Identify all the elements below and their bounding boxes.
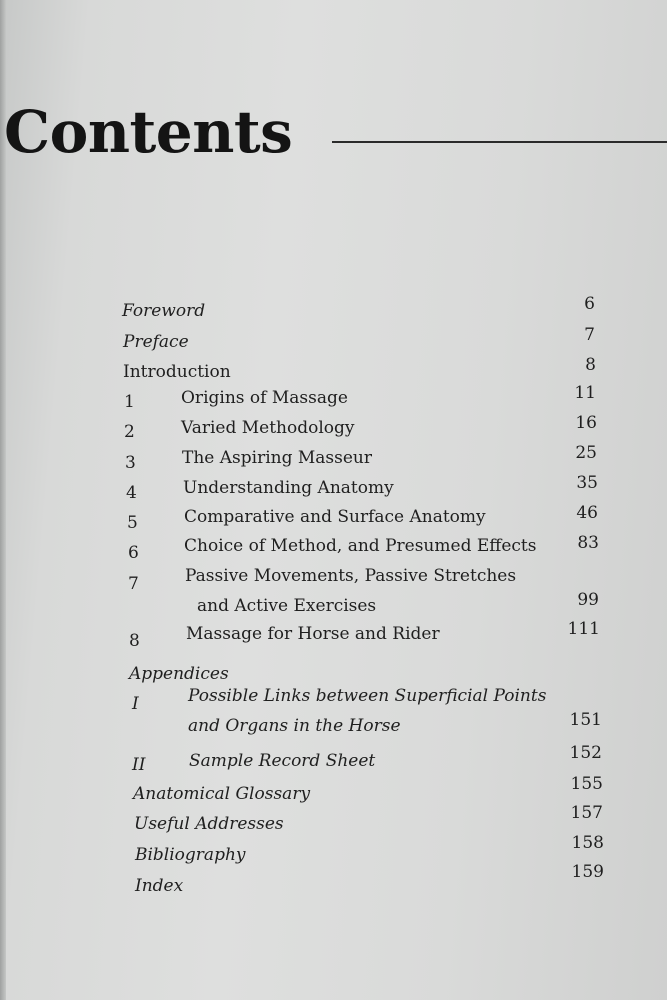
chapter-number: 4 <box>126 483 137 503</box>
chapter-number: 3 <box>125 453 136 473</box>
chapter-page: 46 <box>576 503 598 523</box>
chapter-title: Passive Movements, Passive Stretches <box>185 566 517 586</box>
toc-entry-page: 159 <box>571 862 604 882</box>
toc-entry-page: 8 <box>585 355 596 375</box>
chapter-title: Understanding Anatomy <box>183 478 394 498</box>
toc-entry-title: Preface <box>123 332 189 352</box>
chapter-title: Massage for Horse and Rider <box>186 624 440 644</box>
appendix-page: 152 <box>569 743 602 763</box>
chapter-title: Origins of Massage <box>181 388 348 408</box>
chapter-number: 8 <box>129 631 140 651</box>
chapter-page: 99 <box>577 590 599 610</box>
toc-entry-page: 157 <box>570 803 603 823</box>
appendix-title: Possible Links between Superficial Points <box>188 686 547 706</box>
chapter-number: 6 <box>128 543 139 563</box>
appendix-page: 151 <box>569 710 602 730</box>
toc-entry-title: Bibliography <box>135 845 246 865</box>
chapter-title: Choice of Method, and Presumed Effects <box>184 536 537 556</box>
chapter-title-continued: and Active Exercises <box>197 596 377 616</box>
toc-entry-page: 155 <box>570 774 603 794</box>
title-rule <box>332 141 667 143</box>
appendix-title: Sample Record Sheet <box>189 751 376 771</box>
page-title: Contents <box>4 98 293 166</box>
chapter-title: Varied Methodology <box>181 418 355 438</box>
chapter-number: 1 <box>124 392 135 412</box>
toc-entry-title: Useful Addresses <box>134 814 284 834</box>
appendix-number: I <box>132 694 139 714</box>
toc-entry-title: Index <box>135 876 184 896</box>
toc-entry-title: Foreword <box>122 301 206 321</box>
chapter-page: 16 <box>575 413 597 433</box>
chapter-title: The Aspiring Masseur <box>182 448 372 468</box>
chapter-title: Comparative and Surface Anatomy <box>184 507 486 527</box>
chapter-number: 7 <box>128 574 139 594</box>
toc-entry-title: Anatomical Glossary <box>133 784 311 804</box>
toc-entry-page: 7 <box>584 325 595 345</box>
toc-entry-page: 158 <box>571 833 604 853</box>
appendix-number: II <box>132 755 146 775</box>
chapter-number: 5 <box>127 513 138 533</box>
chapter-number: 2 <box>124 422 135 442</box>
appendices-heading: Appendices <box>129 664 229 684</box>
appendix-title-continued: and Organs in the Horse <box>188 716 401 736</box>
chapter-page: 11 <box>574 383 596 403</box>
chapter-page: 35 <box>576 473 598 493</box>
chapter-page: 25 <box>575 443 597 463</box>
toc-entry-title: Introduction <box>123 362 231 382</box>
chapter-page: 83 <box>577 533 599 553</box>
chapter-page: 111 <box>567 619 600 639</box>
toc-entry-page: 6 <box>584 294 595 314</box>
